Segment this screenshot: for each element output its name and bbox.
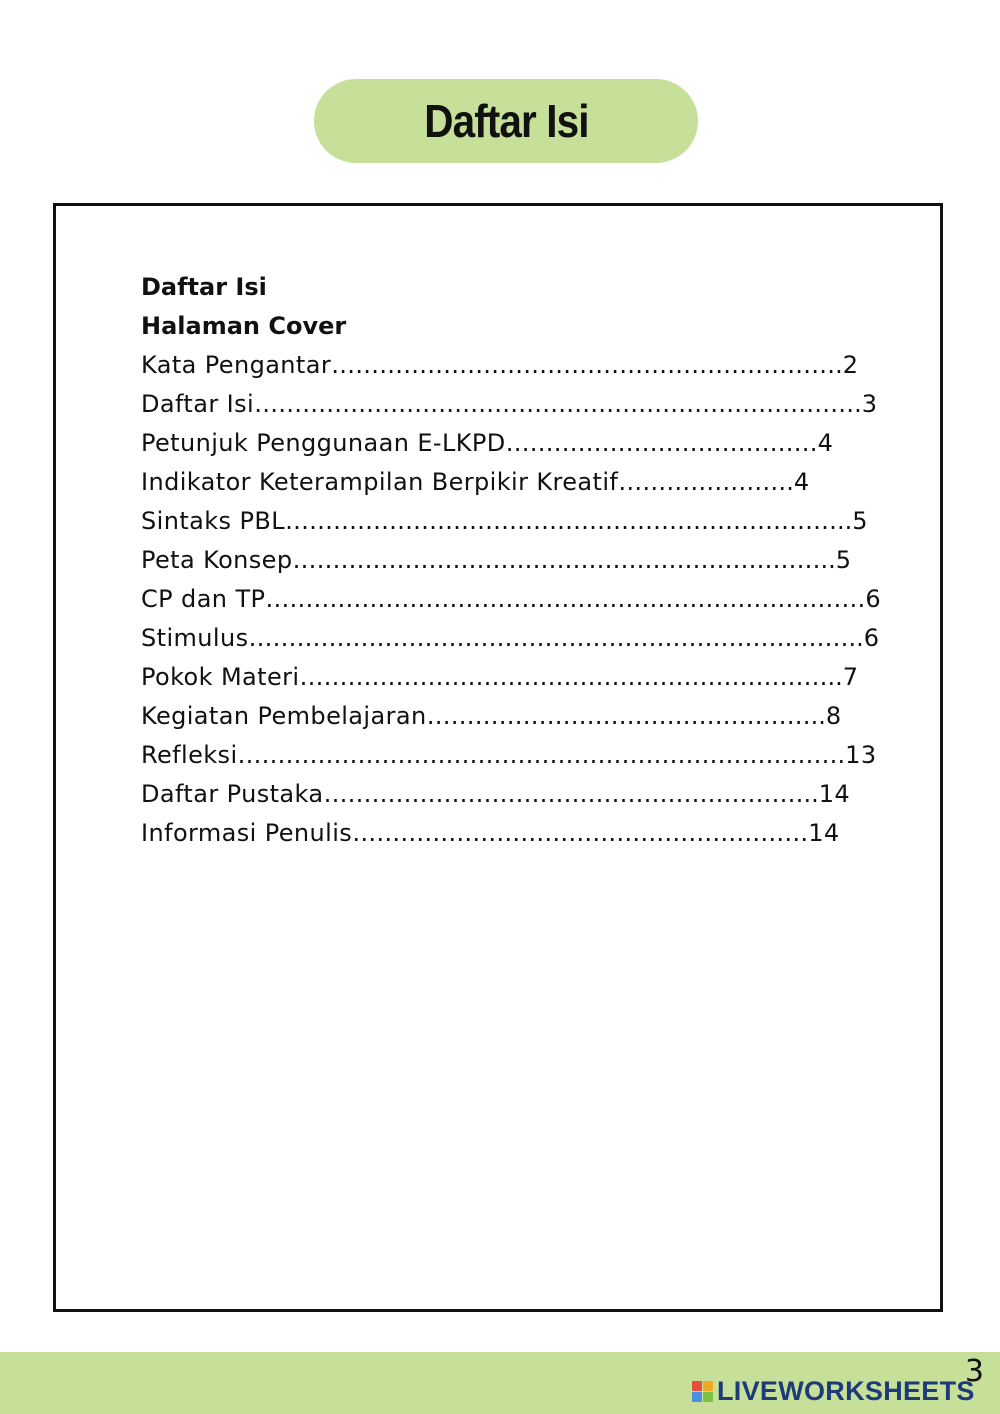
toc-entry-label: Peta Konsep: [141, 546, 293, 574]
toc-entry-page: 3: [861, 390, 878, 418]
toc-entry-leader: …………………………………………………………..: [292, 546, 836, 574]
liveworksheets-logo: [692, 1376, 975, 1406]
toc-entry-leader: ……………………………………………………..: [323, 780, 819, 808]
toc-entry: [141, 463, 881, 502]
toc-entry-leader: ……………………………………………………….: [331, 351, 843, 379]
toc-entry-leader: …………………………………………………: [352, 819, 809, 847]
toc-entry: [141, 580, 881, 619]
toc-entry: [141, 658, 881, 697]
toc-heading: Halaman Cover: [141, 312, 347, 340]
toc-entry-page: 7: [842, 663, 859, 691]
toc-entry-page: 8: [825, 702, 842, 730]
toc-entry-label: Informasi Penulis: [141, 819, 353, 847]
toc-entry-leader: …………………………………………………………………: [265, 585, 866, 613]
toc-entry: [141, 619, 881, 658]
toc-entry-leader: ……………………………………………………………..: [284, 507, 853, 535]
toc-entry: [141, 346, 881, 385]
toc-entry: [141, 814, 881, 853]
toc-entry-leader: ………………………………………………………………….: [254, 390, 862, 418]
toc-entry-page: 14: [818, 780, 851, 808]
page-number: 3: [964, 1354, 984, 1389]
toc-entry-label: Stimulus: [141, 624, 249, 652]
toc-entry-label: Daftar Pustaka: [141, 780, 324, 808]
toc-entry-page: 14: [808, 819, 840, 847]
toc-entry-page: 5: [852, 507, 868, 535]
toc-entry-page: 6: [865, 585, 881, 613]
table-of-contents: [141, 268, 881, 853]
toc-entry-leader: …………………………………………………………………..: [248, 624, 864, 652]
toc-entry: [141, 775, 881, 814]
toc-entry-page: 4: [817, 429, 834, 457]
toc-entry-label: Petunjuk Penggunaan E-LKPD: [141, 429, 506, 457]
logo-grid-icon: [692, 1381, 713, 1402]
title-banner: [314, 79, 698, 163]
toc-entry: [141, 502, 881, 541]
toc-entry: [141, 424, 881, 463]
toc-entry-label: Kegiatan Pembelajaran: [141, 702, 427, 730]
toc-entry-leader: …………………………………: [505, 429, 818, 457]
toc-entry-page: 5: [835, 546, 852, 574]
toc-entry-page: 13: [845, 741, 877, 769]
toc-entry-label: Indikator Keterampilan Berpikir Kreatif: [141, 468, 619, 496]
page-title: Daftar Isi: [423, 95, 589, 147]
toc-entry-leader: …………………………………………..: [426, 702, 826, 730]
toc-entry-label: Daftar Isi: [141, 390, 255, 418]
toc-entry-label: Refleksi: [141, 741, 238, 769]
toc-entry-page: 2: [842, 351, 859, 379]
toc-entry-page: 4: [793, 468, 810, 496]
toc-entry-leader: …………………………………………………………..: [299, 663, 843, 691]
toc-entry-label: Pokok Materi: [141, 663, 300, 691]
toc-heading: Daftar Isi: [141, 273, 267, 301]
toc-entry-leader: ………………….: [618, 468, 794, 496]
toc-entry: [141, 385, 881, 424]
toc-entry-label: CP dan TP: [141, 585, 266, 613]
toc-entry-label: Kata Pengantar: [141, 351, 332, 379]
toc-entry: [141, 697, 881, 736]
toc-entry-label: Sintaks PBL: [141, 507, 285, 535]
toc-entry: [141, 736, 881, 775]
brand-text: LIVEWORKSHEETS: [717, 1375, 975, 1406]
toc-entry-page: 6: [863, 624, 880, 652]
toc-entry-leader: ………………………………………………………………….: [237, 741, 846, 769]
toc-entry: [141, 541, 881, 580]
